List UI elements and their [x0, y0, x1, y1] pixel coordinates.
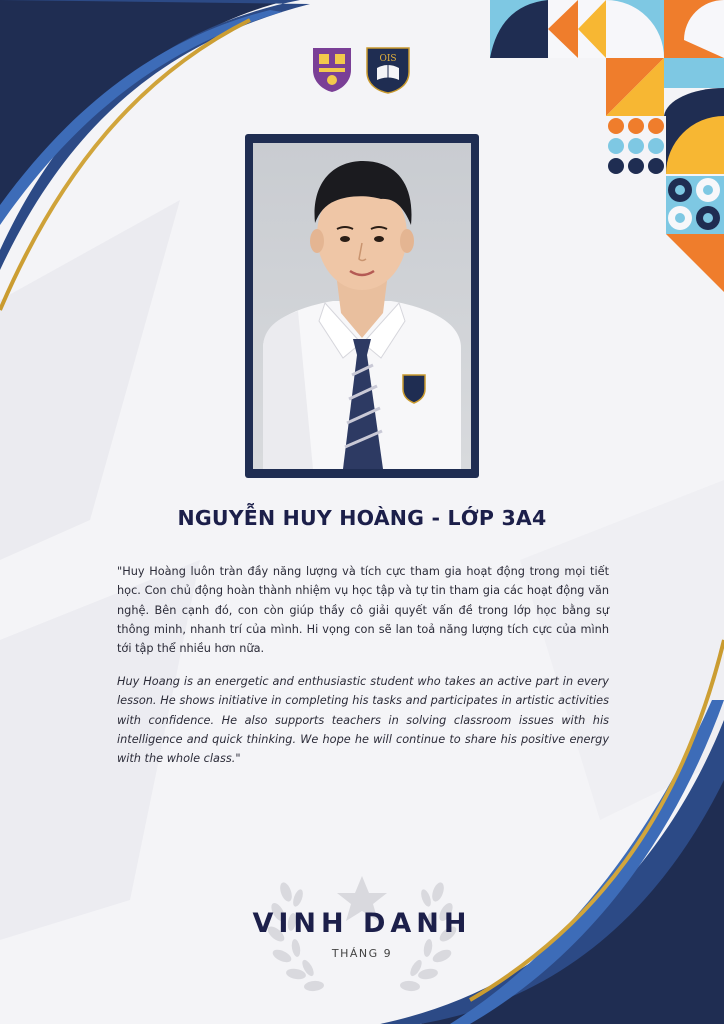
- geometric-pattern-decoration: [490, 0, 724, 292]
- ois-logo-text: OIS: [379, 54, 397, 64]
- student-name-class: NGUYỄN HUY HOÀNG - LỚP 3A4: [177, 506, 547, 530]
- left-school-crest-icon: [313, 48, 351, 92]
- award-title: VINH DANH: [252, 908, 472, 939]
- vietnamese-testimonial: "Huy Hoàng luôn tràn đầy năng lượng và tích cực tham gia hoạt động trong mọi tiết học. Con chủ động hoàn thành nhiệm vụ học tập và tự tin tham gia các hoạt động văn nghệ. Bên cạnh đó, con còn giúp thầy cô giải quyết vấn đề trong lớp học bằng sự thông minh, nhanh trí của mình. Hi vọng con sẽ lan toả năng lượng tích cực của mình tới tập thể nhiều hơn nữa.: [117, 565, 609, 656]
- english-testimonial: Huy Hoang is an energetic and enthusiastic student who takes an active part in every lesson. He shows initiative in completing his tasks and participates in artistic activities with confidence. He also supports teachers in solving classroom issues with his intelligence and quick thinking. We hope he will continue to share his positive energy with the whole class.": [117, 675, 609, 766]
- award-month: THÁNG 9: [331, 947, 393, 960]
- student-photo: [253, 143, 471, 469]
- school-logos: [311, 42, 411, 94]
- student-photo-frame: [245, 134, 479, 478]
